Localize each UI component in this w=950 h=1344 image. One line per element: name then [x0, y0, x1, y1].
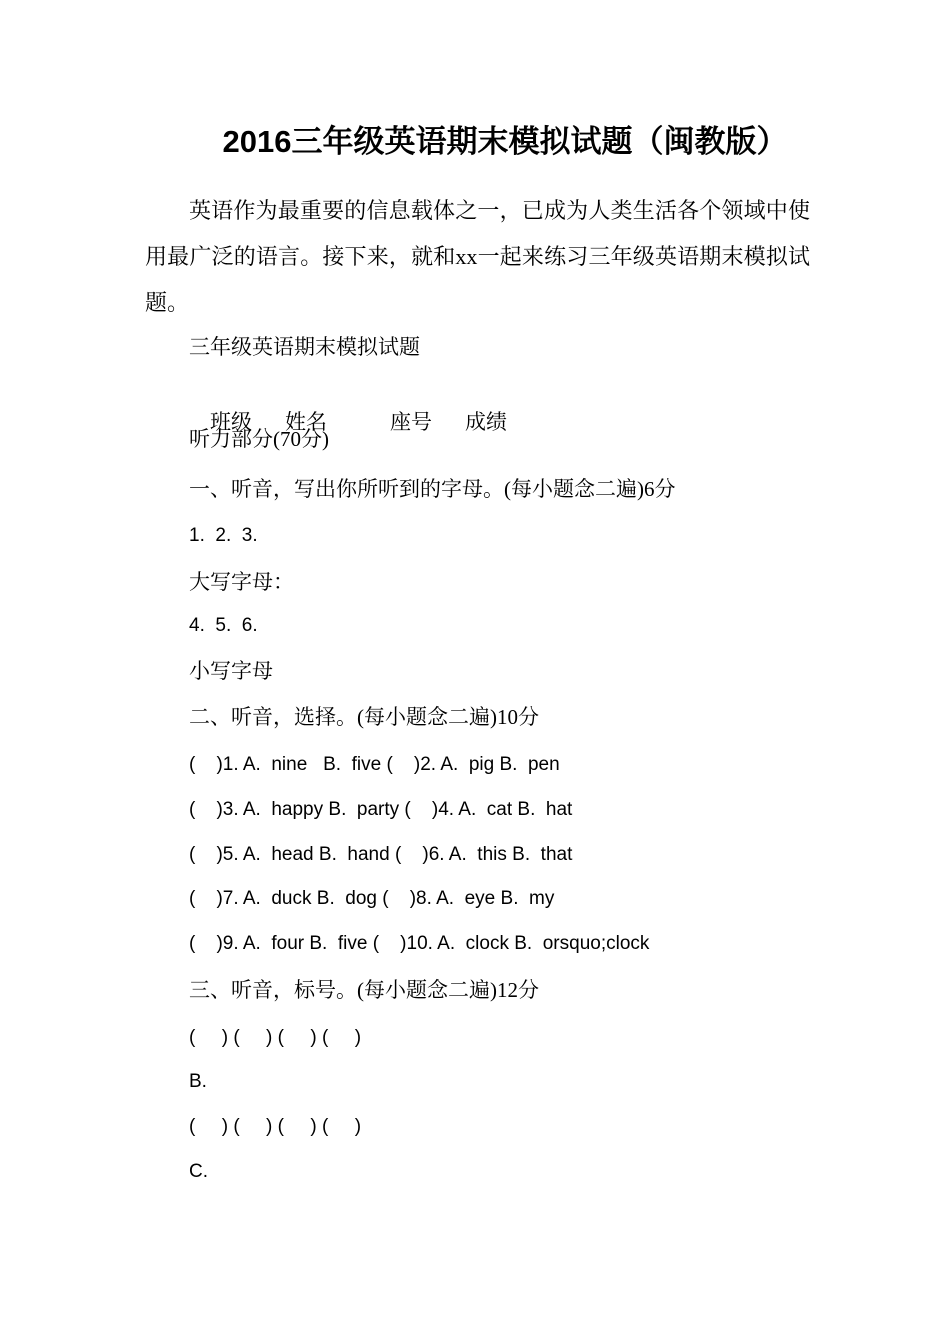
- section3-row1: ( ) ( ) ( ) ( ): [189, 1027, 362, 1048]
- seat-label: 座号: [390, 410, 432, 434]
- section2-row: ( )3. A. happy B. party ( )4. A. cat B. hat: [189, 799, 573, 820]
- exam-heading: 三年级英语期末模拟试题: [189, 335, 420, 359]
- document-title: 2016三年级英语期末模拟试题（闽教版）: [222, 124, 788, 159]
- section2-title: 二、听音，选择。(每小题念二遍)10分: [189, 705, 539, 729]
- uppercase-label: 大写字母：: [189, 570, 294, 594]
- name-label: 姓名: [285, 410, 327, 434]
- section3-title: 三、听音，标号。(每小题念二遍)12分: [189, 978, 539, 1002]
- score-label: 成绩: [465, 410, 507, 434]
- section2-row: ( )1. A. nine B. five ( )2. A. pig B. pen: [189, 754, 560, 775]
- lowercase-label: 小写字母: [189, 659, 273, 683]
- section3-label-c: C.: [189, 1161, 208, 1182]
- section2-row: ( )5. A. head B. hand ( )6. A. this B. that: [189, 844, 573, 865]
- section1-row1: 1. 2. 3.: [189, 525, 258, 546]
- section3-row2: ( ) ( ) ( ) ( ): [189, 1116, 362, 1137]
- section2-row: ( )9. A. four B. five ( )10. A. clock B. orsquo;clock: [189, 933, 650, 954]
- section1-title: 一、听音，写出你所听到的字母。(每小题念二遍)6分: [189, 477, 676, 501]
- intro-paragraph: 英语作为最重要的信息载体之一，已成为人类生活各个领域中使用最广泛的语言。接下来，就和xx一起来练习三年级英语期末模拟试题。: [145, 198, 810, 315]
- section3-label-b: B.: [189, 1071, 207, 1092]
- class-label: 班级: [210, 410, 252, 434]
- section1-row2: 4. 5. 6.: [189, 615, 258, 636]
- section2-row: ( )7. A. duck B. dog ( )8. A. eye B. my: [189, 888, 555, 909]
- listening-section-heading: 听力部分(70分): [189, 427, 329, 451]
